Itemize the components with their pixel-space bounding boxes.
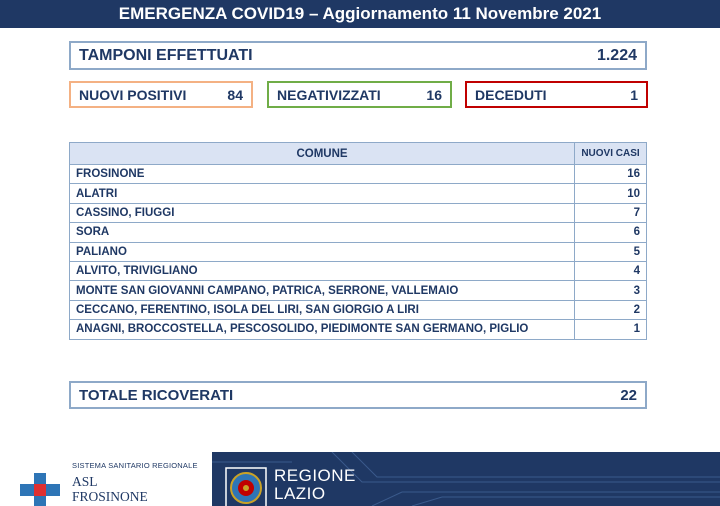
deceduti-box (465, 81, 648, 108)
table-row (70, 165, 647, 184)
regione-text-line1: REGIONE (274, 466, 356, 485)
regione-emblem-icon (224, 466, 268, 506)
table-row (70, 281, 647, 300)
comune-cell: CECCANO, FERENTINO, ISOLA DEL LIRI, SAN GIORGIO A LIRI (70, 300, 575, 319)
casi-cell: 10 (575, 184, 647, 203)
table-row (70, 223, 647, 242)
table-row (70, 320, 647, 339)
tamponi-label: TAMPONI EFFETTUATI (79, 46, 253, 64)
asl-name (72, 474, 148, 504)
totale-ricoverati-box (69, 381, 647, 409)
casi-cell: 7 (575, 203, 647, 222)
regione-lazio-text (274, 467, 356, 503)
tamponi-value: 1.224 (596, 46, 637, 64)
casi-cell: 2 (575, 300, 647, 319)
comune-cell: PALIANO (70, 242, 575, 261)
negativizzati-box (267, 81, 452, 108)
casi-cell: 3 (575, 281, 647, 300)
table-row (70, 261, 647, 280)
table-row (70, 203, 647, 222)
comune-cell: CASSINO, FIUGGI (70, 203, 575, 222)
comuni-table (69, 142, 647, 340)
regione-lazio-banner (212, 452, 720, 506)
page-title: EMERGENZA COVID19 – Aggiornamento 11 Novembre 2021 (0, 0, 720, 28)
nuovi-casi-header: NUOVI CASI (575, 143, 647, 165)
table-row (70, 300, 647, 319)
comune-cell: FROSINONE (70, 165, 575, 184)
casi-cell: 5 (575, 242, 647, 261)
table-row (70, 242, 647, 261)
comune-cell: ANAGNI, BROCCOSTELLA, PESCOSOLIDO, PIEDIMONTE SAN GERMANO, PIGLIO (70, 320, 575, 339)
comune-header: COMUNE (70, 143, 575, 165)
table-header-row (70, 143, 647, 165)
casi-cell: 16 (575, 165, 647, 184)
nuovi-positivi-label: NUOVI POSITIVI (79, 86, 187, 103)
casi-cell: 4 (575, 261, 647, 280)
asl-name-line2: FROSINONE (72, 489, 148, 504)
comune-cell: ALVITO, TRIVIGLIANO (70, 261, 575, 280)
comune-cell: SORA (70, 223, 575, 242)
deceduti-value: 1 (630, 86, 638, 103)
nuovi-positivi-box (69, 81, 253, 108)
nuovi-positivi-value: 84 (227, 86, 243, 103)
comune-cell: ALATRI (70, 184, 575, 203)
asl-subtitle: SISTEMA SANITARIO REGIONALE (72, 461, 198, 470)
comune-cell: MONTE SAN GIOVANNI CAMPANO, PATRICA, SERRONE, VALLEMAIO (70, 281, 575, 300)
deceduti-label: DECEDUTI (475, 86, 547, 103)
negativizzati-label: NEGATIVIZZATI (277, 86, 381, 103)
casi-cell: 6 (575, 223, 647, 242)
totale-ricoverati-value: 22 (620, 386, 637, 404)
asl-cross-icon (20, 473, 60, 506)
negativizzati-value: 16 (426, 86, 442, 103)
asl-name-line1: ASL (72, 474, 98, 489)
table-row (70, 184, 647, 203)
totale-ricoverati-label: TOTALE RICOVERATI (79, 386, 234, 404)
tamponi-box (69, 41, 647, 70)
regione-text-line2: LAZIO (274, 484, 326, 503)
casi-cell: 1 (575, 320, 647, 339)
